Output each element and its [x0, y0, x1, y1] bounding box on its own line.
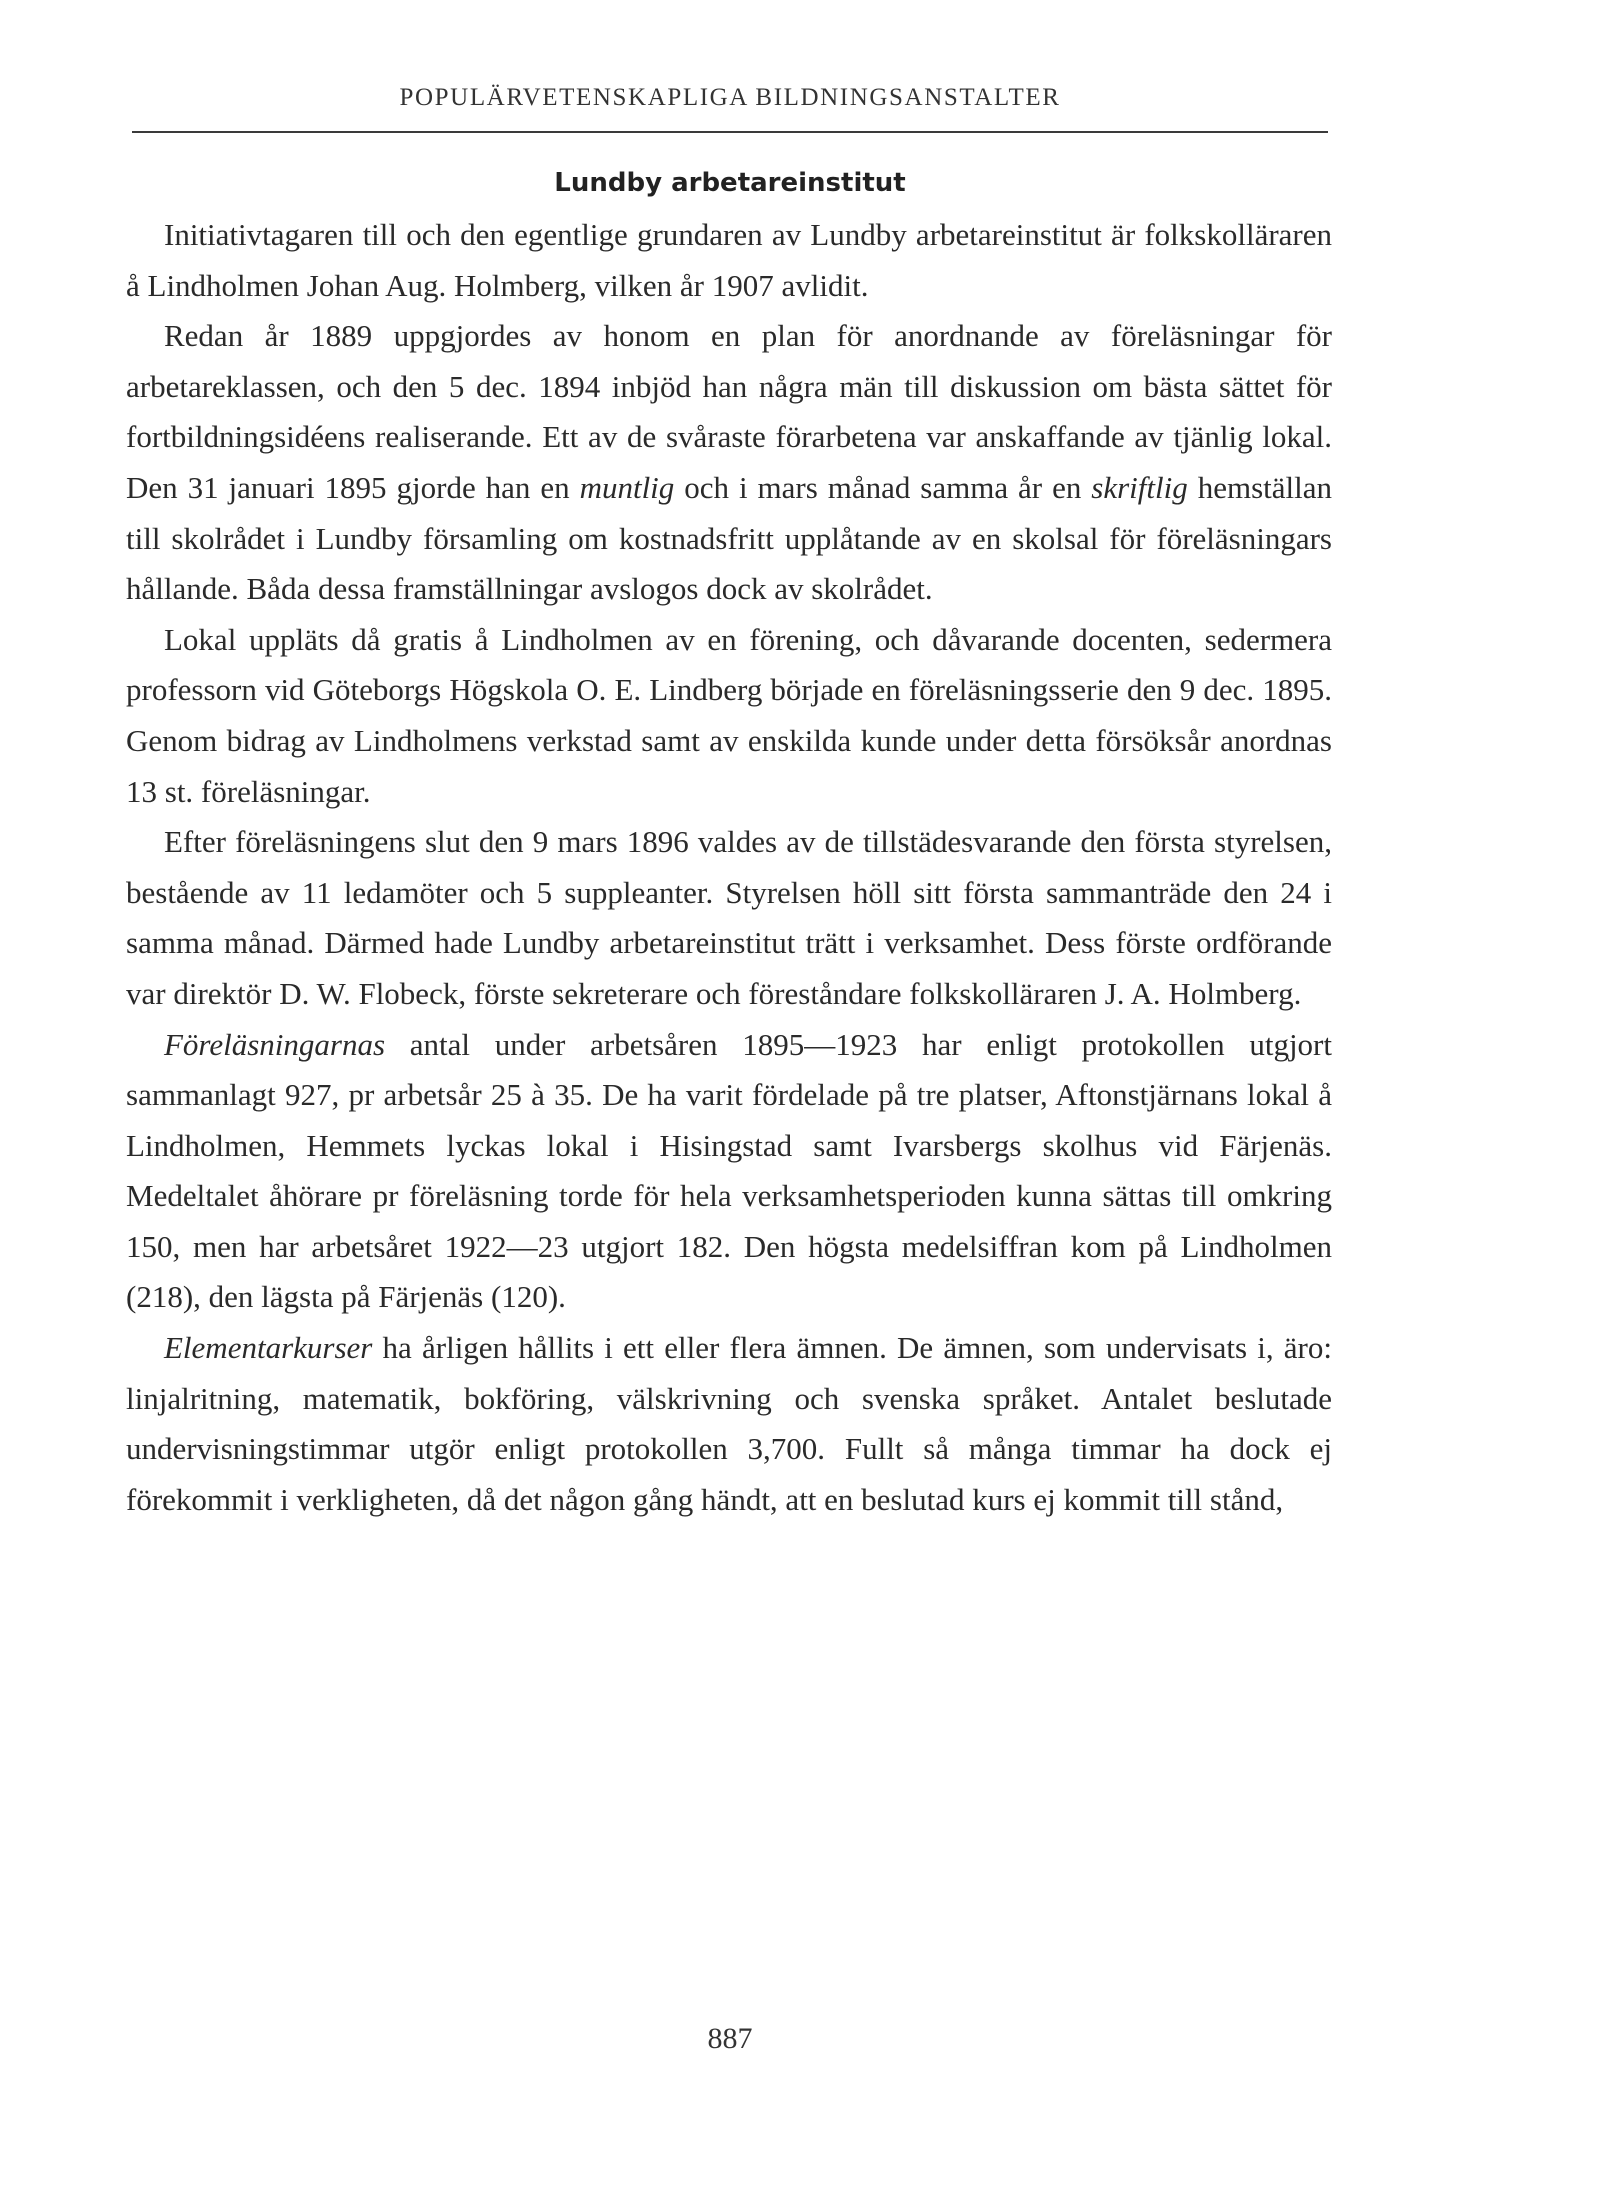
paragraph: Föreläsningarnas antal under arbetsåren 1895—1923 har enligt protokollen utgjort sammanlagt 927, pr arbetsår 25 à 35. De ha varit fördelade på tre platser, Aftonstjärnans lokal å Lindholmen, Hemmets lyckas lokal i Hisingstad samt Ivarsbergs skolhus vid Färjenäs. Medeltalet åhörare pr föreläsning torde för hela verksamhetsperioden kunna sättas till omkring 150, men har arbetsåret 1922—23 utgjort 182. Den högsta medelsiffran kom på Lindholmen (218), den lägsta på Färjenäs (120).	[126, 1026, 1332, 1315]
section-title: Lundby arbetareinstitut	[554, 168, 906, 198]
header-rule	[132, 131, 1328, 133]
paragraph: Efter föreläsningens slut den 9 mars 1896 valdes av de tillstädesvarande den första styrelsen, bestående av 11 ledamöter och 5 suppleanter. Styrelsen höll sitt första sammanträde den 24 i samma månad. Därmed hade Lundby arbetareinstitut trätt i verksamhet. Dess förste ordförande var direktör D. W. Flobeck, förste sekreterare och föreståndare folkskolläraren J. A. Holmberg.	[126, 824, 1332, 1011]
italic-term: skriftlig	[1091, 469, 1188, 505]
page-number: 887	[707, 2022, 753, 2055]
body-text	[126, 210, 1332, 1525]
paragraph: Initiativtagaren till och den egentlige grundaren av Lundby arbetareinstitut är folkskolläraren å Lindholmen Johan Aug. Holmberg, vilken år 1907 avlidit.	[126, 217, 1332, 303]
running-head: POPULÄRVETENSKAPLIGA BILDNINGSANSTALTER	[399, 84, 1061, 111]
italic-term: Elementarkurser	[164, 1330, 373, 1366]
paragraph: Lokal uppläts då gratis å Lindholmen av en förening, och dåvarande docenten, sedermera professorn vid Göteborgs Högskola O. E. Lindberg började en föreläsningsserie den 9 dec. 1895. Genom bidrag av Lindholmens verkstad samt av enskilda kunde under detta försöksår anordnas 13 st. föreläsningar.	[126, 621, 1332, 809]
paragraph: Elementarkurser ha årligen hållits i ett eller flera ämnen. De ämnen, som undervisats i, äro: linjalritning, matematik, bokföring, välskrivning och svenska språket. Antalet beslutade undervisningstimmar utgör enligt protokollen 3,700. Fullt så många timmar ha dock ej förekommit i verkligheten, då det någon gång händt, att en beslutad kurs ej kommit till stånd,	[126, 1330, 1332, 1517]
italic-term: Föreläsningarnas	[164, 1026, 386, 1062]
italic-term: muntlig	[579, 469, 675, 505]
paragraph: Redan år 1889 uppgjordes av honom en plan för anordnande av föreläsningar för arbetareklassen, och den 5 dec. 1894 inbjöd han några män till diskussion om bästa sättet för fortbildningsidéens realiserande. Ett av de svåraste förarbetena var anskaffande av tjänlig lokal. Den 31 januari 1895 gjorde han en muntlig och i mars månad samma år en skriftlig hemställan till skolrådet i Lundby församling om kostnadsfritt upplåtande av en skolsal för föreläsningars hållande. Båda dessa framställningar avslogos dock av skolrådet.	[126, 318, 1332, 607]
